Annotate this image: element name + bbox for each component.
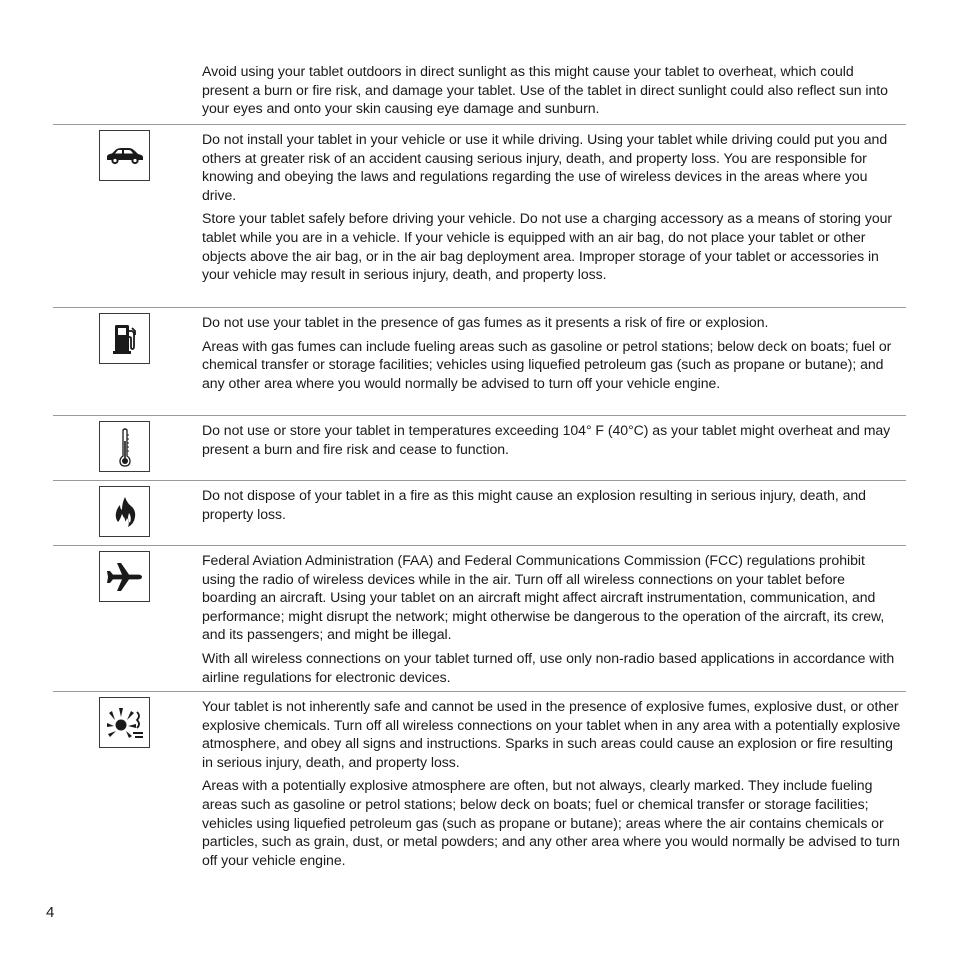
temperature-warning-section: [53, 415, 906, 457]
page-number: 4: [46, 904, 55, 921]
temperature-paragraph: Do not use or store your tablet in temperatures exceeding 104° F (40°C) as your tablet might overheat and may present a burn and fire risk and cease to function.: [202, 422, 891, 457]
sunlight-warning-text: Avoid using your tablet outdoors in direct sunlight as this might cause your tablet to overheat, which could present a burn or fire risk, and damage your tablet. Use of the tablet in direct sunlight could also reflect sun into your eyes and onto your skin causing eye damage and sunburn.: [202, 63, 888, 117]
explosive-atmosphere-paragraph: Your tablet is not inherently safe and cannot be used in the presence of explosive fumes, explosive dust, or other explosive chemicals. Turn off all wireless connections on your tablet when in any area with a potentially explosive atmosphere, and obey all signs and instructions. Sparks in such areas could cause an explosion or fire resulting in serious injury, death, and property loss.: [202, 698, 901, 770]
gas-fumes-areas-paragraph: Areas with gas fumes can include fueling areas such as gasoline or petrol stations; below deck on boats; fuel or chemical transfer or storage facilities; vehicles using liquefied petroleum gas (such as propane or butane); and any other area where you would normally be advised to turn off your vehicle engine.: [202, 337, 892, 391]
fire-paragraph: Do not dispose of your tablet in a fire as this might cause an explosion resulting in serious injury, death, and property loss.: [202, 487, 866, 522]
gas-fumes-warning-section: [53, 307, 906, 391]
gas-fumes-paragraph: Do not use your tablet in the presence of gas fumes as it presents a risk of fire or explosion.: [202, 314, 769, 330]
driving-warning-section: [53, 124, 906, 283]
aircraft-applications-paragraph: With all wireless connections on your tablet turned off, use only non-radio based applications in accordance with airline regulations for electronic devices.: [202, 649, 895, 685]
aircraft-regulations-paragraph: Federal Aviation Administration (FAA) and Federal Communications Commission (FCC) regulations prohibit using the radio of wireless devices while in the air. Turn off all wireless connections on your tablet before boarding an aircraft. Using your tablet on an aircraft might affect aircraft instrumentation, communication, and performance; might disrupt the network; might otherwise be dangerous to the operation of the aircraft, its crew, and its passengers; and might be illegal.: [202, 552, 885, 643]
explosive-atmosphere-warning-body: [202, 697, 902, 869]
temperature-warning-body: [202, 421, 902, 458]
fire-warning-body: [202, 486, 902, 523]
fire-warning-section: [53, 480, 906, 522]
driving-warning-paragraph: Do not install your tablet in your vehicle or use it while driving. Using your tablet while driving could put you and others at greater risk of an accident causing serious injury, death, and property loss. You are responsible for knowing and obeying the laws and regulations regarding the use of wireless devices in the areas where you drive.: [202, 131, 888, 203]
explosive-areas-paragraph: Areas with a potentially explosive atmosphere are often, but not always, clearly marked. They include fueling areas such as gasoline or petrol stations; below deck on boats; fuel or chemical transfer or storage facilities; vehicles using liquefied petroleum gas (such as propane or butane); areas where the air contains chemicals or particles, such as grain, dust, or metal powders; and any other area where you would normally be advised to turn off your vehicle engine.: [202, 777, 900, 868]
aircraft-warning-body: [202, 551, 902, 686]
car-icon: [99, 130, 150, 181]
gas-fumes-warning-body: [202, 313, 902, 392]
thermometer-icon: [99, 421, 150, 472]
aircraft-warning-section: [53, 545, 906, 685]
explosion-icon: [99, 697, 150, 748]
gas-pump-icon: [99, 313, 150, 364]
sunlight-warning: [202, 62, 902, 118]
fire-icon: [99, 486, 150, 537]
vehicle-storage-paragraph: Store your tablet safely before driving your vehicle. Do not use a charging accessory as a means of storing your tablet while you are in a vehicle. If your vehicle is equipped with an air bag, do not place your tablet or other objects above the air bag, or in the air bag deployment area. Improper storage of your tablet or accessories in your vehicle may result in serious injury, death, and property loss.: [202, 210, 893, 283]
explosive-atmosphere-warning-section: [53, 691, 906, 868]
airplane-icon: [99, 551, 150, 602]
driving-warning-body: [202, 130, 902, 284]
